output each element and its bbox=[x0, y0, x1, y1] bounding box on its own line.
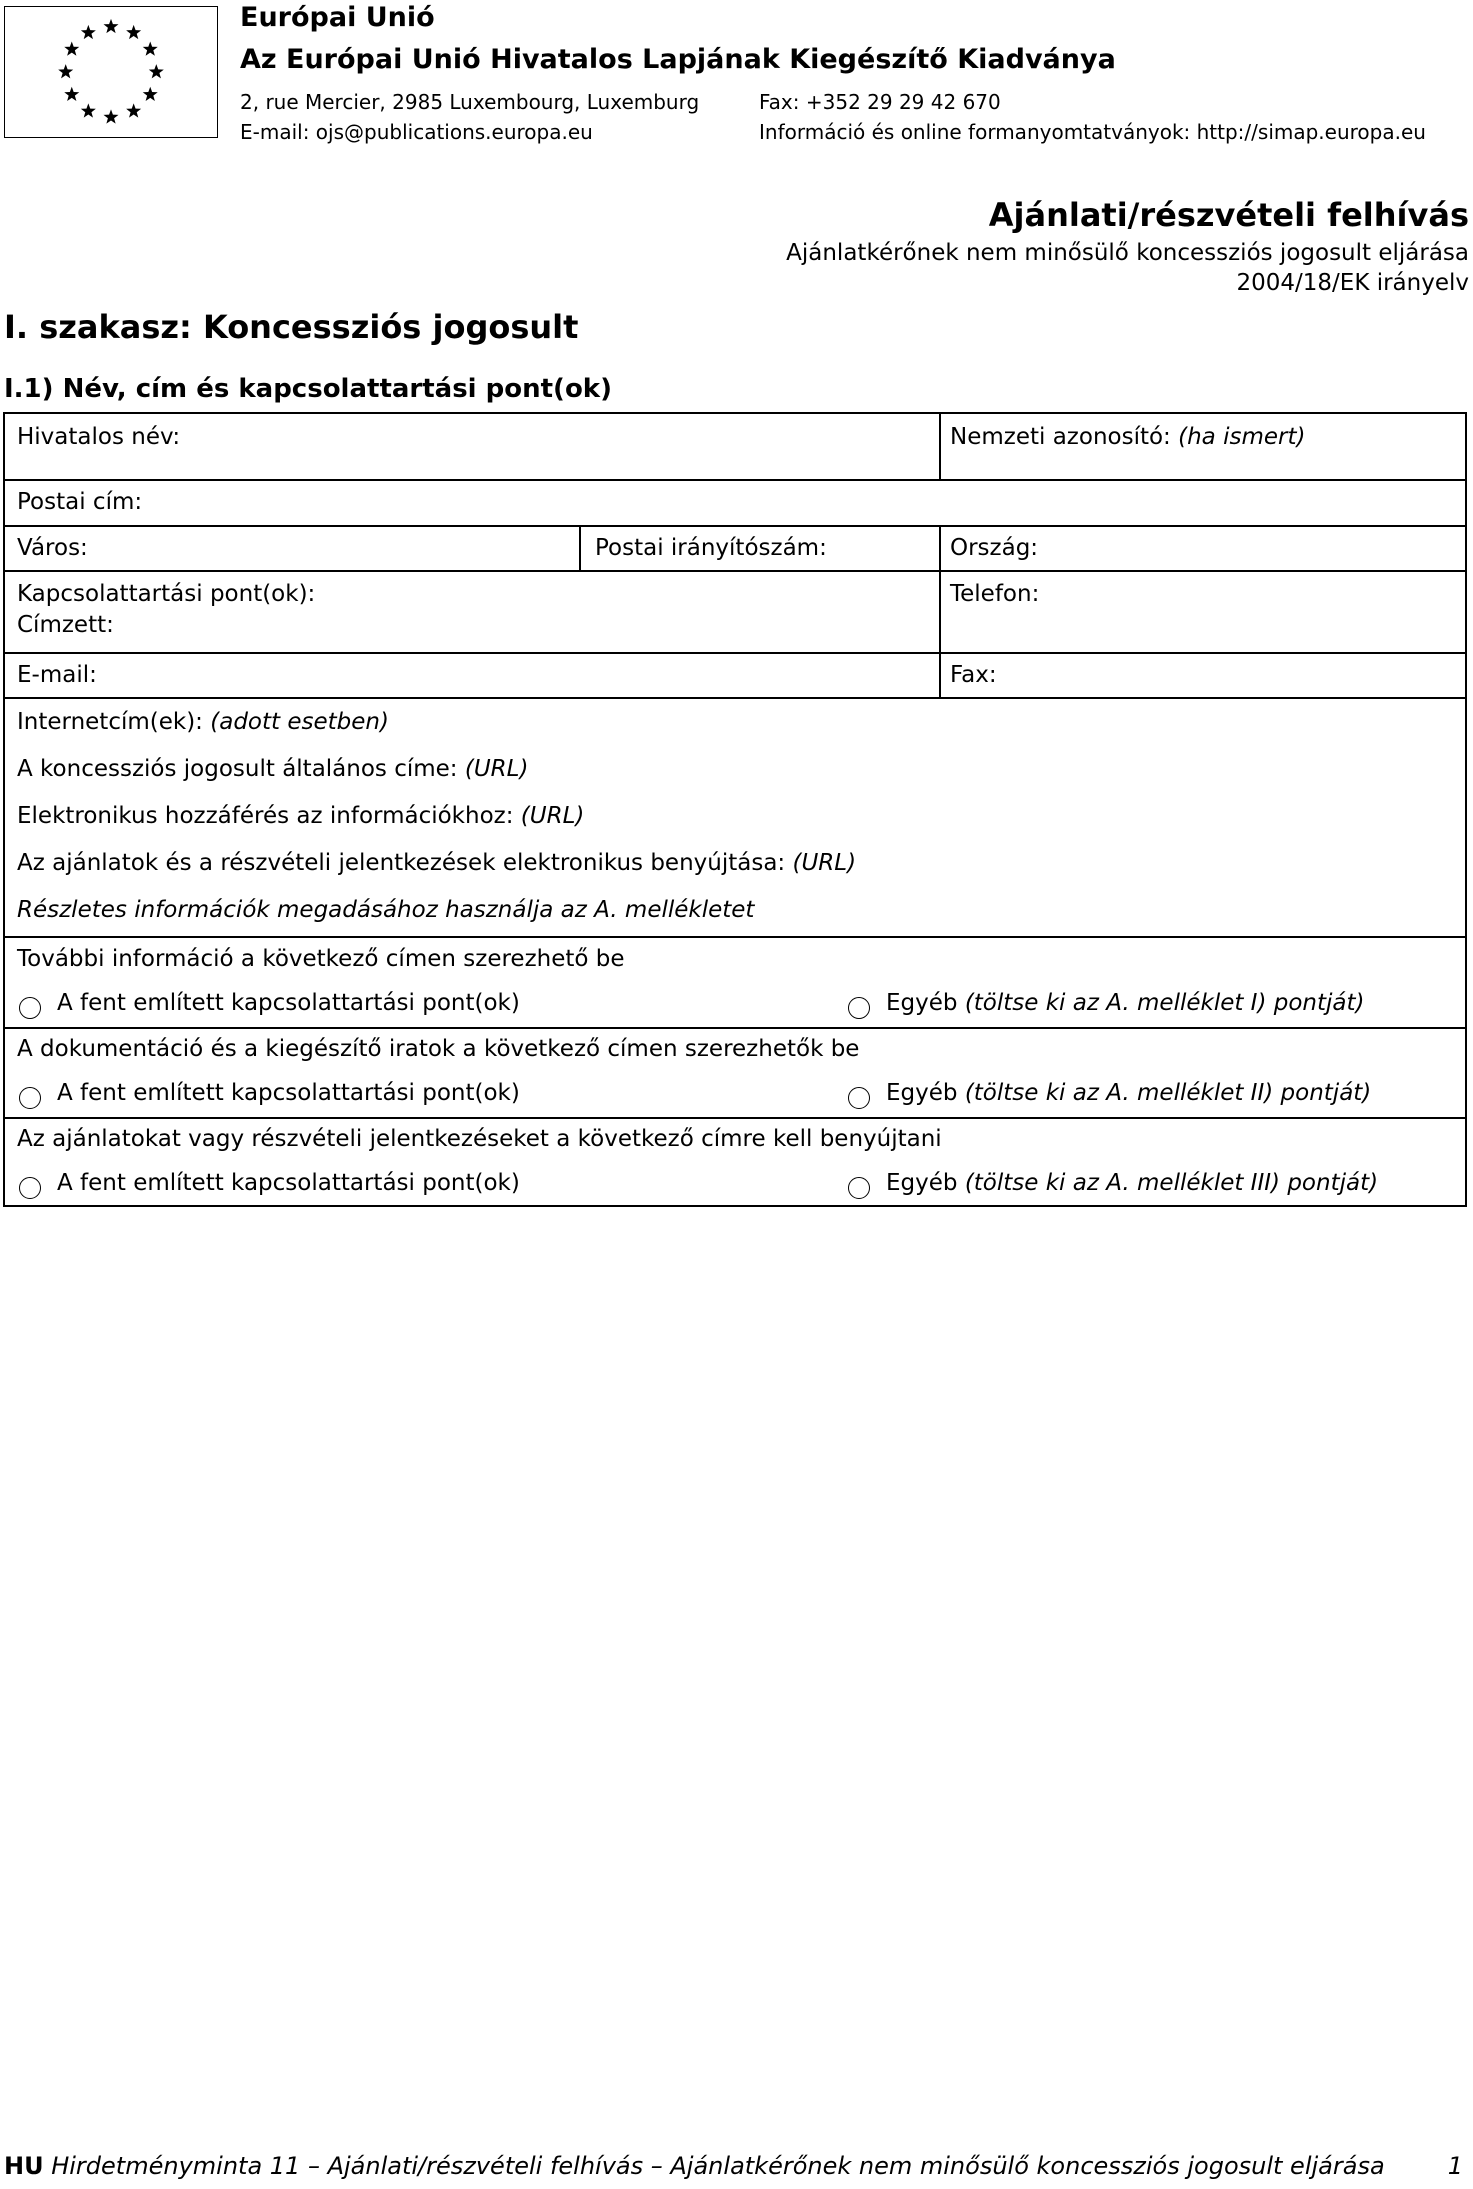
radio-submission-above[interactable] bbox=[19, 1177, 41, 1199]
further-info-other-label: Egyéb (töltse ki az A. melléklet I) pontját) bbox=[886, 990, 1365, 1016]
documentation-label: A dokumentáció és a kiegészítő iratok a következő címen szerezhetők be bbox=[17, 1036, 860, 1062]
phone-field[interactable]: Telefon: bbox=[950, 581, 1040, 607]
document-title: Ajánlati/részvételi felhívás bbox=[988, 196, 1469, 234]
col-divider bbox=[579, 525, 581, 570]
country-field[interactable]: Ország: bbox=[950, 535, 1039, 561]
eu-flag-logo bbox=[4, 6, 218, 138]
submission-other-label: Egyéb (töltse ki az A. melléklet III) pontját) bbox=[886, 1170, 1379, 1196]
official-name-field[interactable]: Hivatalos név: bbox=[17, 424, 181, 450]
postal-code-field[interactable]: Postai irányítószám: bbox=[595, 535, 827, 561]
submission-label: Az ajánlatokat vagy részvételi jelentkezéseket a következő címre kell benyújtani bbox=[17, 1126, 942, 1152]
star-icon bbox=[64, 87, 79, 101]
radio-further-info-other[interactable] bbox=[848, 997, 870, 1019]
star-icon bbox=[104, 109, 119, 123]
subsection-title: I.1) Név, cím és kapcsolattartási pont(ok) bbox=[4, 374, 612, 404]
documentation-other-label: Egyéb (töltse ki az A. melléklet II) pontját) bbox=[886, 1080, 1372, 1106]
postal-address-field[interactable]: Postai cím: bbox=[17, 489, 143, 515]
attention-field[interactable]: Címzett: bbox=[17, 612, 114, 638]
electronic-access-field[interactable]: Elektronikus hozzáférés az információkhoz: (URL) bbox=[17, 803, 585, 829]
further-info-label: További információ a következő címen szerezhető be bbox=[17, 946, 625, 972]
national-id-field[interactable]: Nemzeti azonosító: (ha ismert) bbox=[950, 424, 1306, 450]
row-divider bbox=[5, 936, 1465, 938]
star-icon bbox=[126, 25, 141, 39]
publisher-fax: Fax: +352 29 29 42 670 bbox=[759, 90, 1001, 114]
star-icon bbox=[149, 64, 164, 78]
publisher-name: Európai Unió bbox=[240, 2, 435, 33]
star-icon bbox=[143, 41, 158, 55]
document-subtitle: Ajánlatkérőnek nem minősülő koncessziós jogosult eljárása bbox=[786, 240, 1469, 266]
city-field[interactable]: Város: bbox=[17, 535, 88, 561]
star-icon bbox=[81, 25, 96, 39]
general-address-field[interactable]: A koncessziós jogosult általános címe: (URL) bbox=[17, 756, 529, 782]
fax-field[interactable]: Fax: bbox=[950, 662, 997, 688]
email-field[interactable]: E-mail: bbox=[17, 662, 97, 688]
publisher-address: 2, rue Mercier, 2985 Luxembourg, Luxemburg bbox=[240, 90, 700, 114]
radio-documentation-above[interactable] bbox=[19, 1087, 41, 1109]
submission-above-label: A fent említett kapcsolattartási pont(ok) bbox=[57, 1170, 520, 1196]
row-divider bbox=[5, 570, 1465, 572]
eu-stars-icon bbox=[5, 7, 217, 137]
row-divider bbox=[5, 1027, 1465, 1029]
row-divider bbox=[5, 697, 1465, 699]
star-icon bbox=[81, 103, 96, 117]
radio-further-info-above[interactable] bbox=[19, 997, 41, 1019]
publisher-title: Az Európai Unió Hivatalos Lapjának Kiegészítő Kiadványa bbox=[240, 44, 1116, 75]
section-title: I. szakasz: Koncessziós jogosult bbox=[4, 308, 579, 346]
row-divider bbox=[5, 479, 1465, 481]
contact-form bbox=[3, 412, 1467, 1207]
internet-label: Internetcím(ek): (adott esetben) bbox=[17, 709, 389, 735]
document-directive: 2004/18/EK irányelv bbox=[1236, 270, 1469, 296]
row-divider bbox=[5, 652, 1465, 654]
star-icon bbox=[143, 87, 158, 101]
col-divider bbox=[939, 525, 941, 697]
star-icon bbox=[126, 103, 141, 117]
contact-points-field[interactable]: Kapcsolattartási pont(ok): bbox=[17, 581, 316, 607]
page-number: 1 bbox=[1447, 2152, 1463, 2180]
documentation-above-label: A fent említett kapcsolattartási pont(ok) bbox=[57, 1080, 520, 1106]
col-divider bbox=[939, 414, 941, 479]
radio-submission-other[interactable] bbox=[848, 1177, 870, 1199]
annex-note: Részletes információk megadásához használja az A. mellékletet bbox=[17, 897, 755, 923]
radio-documentation-other[interactable] bbox=[848, 1087, 870, 1109]
row-divider bbox=[5, 525, 1465, 527]
publisher-email: E-mail: ojs@publications.europa.eu bbox=[240, 120, 593, 144]
page-footer: HU Hirdetményminta 11 – Ajánlati/részvételi felhívás – Ajánlatkérőnek nem minősülő koncessziós jogosult eljárása bbox=[4, 2152, 1385, 2180]
row-divider bbox=[5, 1117, 1465, 1119]
electronic-submission-field[interactable]: Az ajánlatok és a részvételi jelentkezések elektronikus benyújtása: (URL) bbox=[17, 850, 857, 876]
star-icon bbox=[58, 64, 73, 78]
star-icon bbox=[64, 41, 79, 55]
publisher-info: Információ és online formanyomtatványok: http://simap.europa.eu bbox=[759, 120, 1426, 144]
star-icon bbox=[104, 19, 119, 33]
further-info-above-label: A fent említett kapcsolattartási pont(ok) bbox=[57, 990, 520, 1016]
